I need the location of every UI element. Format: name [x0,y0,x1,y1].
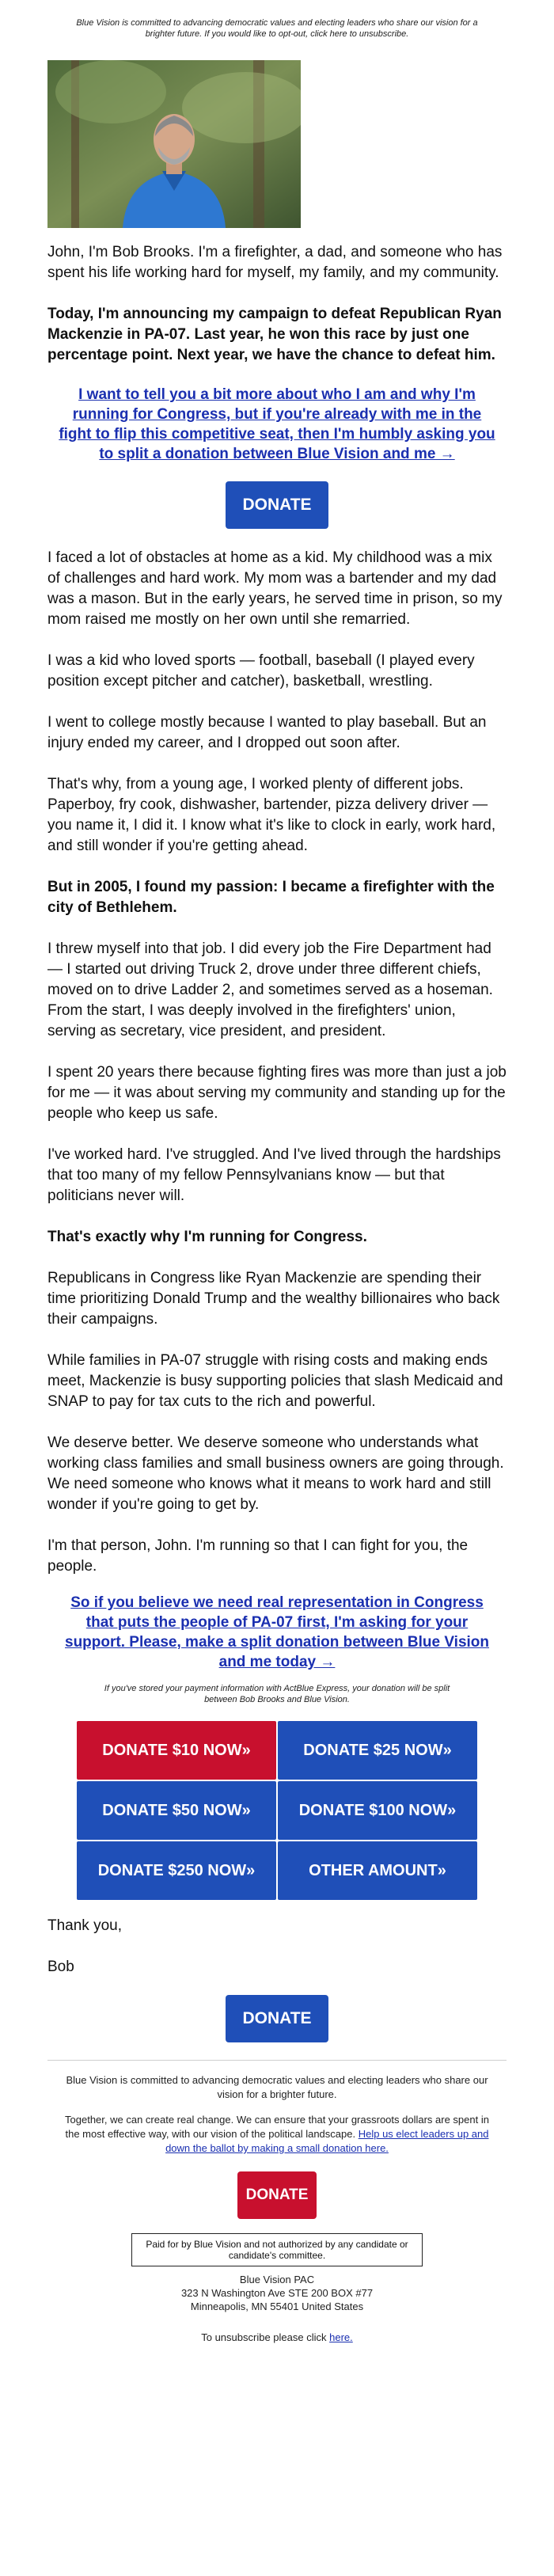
paid-for-disclaimer: Paid for by Blue Vision and not authorized by any candidate or candidate's committee. [131,2233,423,2266]
donate-button-top[interactable]: DONATE [226,481,328,529]
footer-address [47,2273,507,2313]
preheader-text: Blue Vision is committed to advancing democratic values and electing leaders who share our vision for a brighter future. If you would like to opt-out, click here to unsubscribe. [76,18,478,39]
donate-50-button[interactable]: DONATE $50 NOW» [77,1781,276,1840]
email-body [47,0,507,2345]
signature-text: Bob [47,1959,74,1975]
struggled-paragraph: I've worked hard. I've struggled. And I've lived through the hardships that too many of my fellow Pennsylvanians know — but that politicians never will. [47,1146,501,1204]
donate-250-button[interactable]: DONATE $250 NOW» [77,1841,276,1900]
deserve-better-paragraph: We deserve better. We deserve someone who understands what working class families and small business owners are going through. We need someone who knows what it means to work hard and still wonder if you're going to get by. [47,1434,504,1513]
families-paragraph: While families in PA-07 struggle with rising costs and making ends meet, Mackenzie is busy supporting policies that slash Medicaid and SNAP to pay for tax cuts to the rich and powerful. [47,1352,503,1410]
split-donation-link-2[interactable]: So if you believe we need real representation in Congress that puts the people of PA-07 first, I'm asking for your support. Please, make a split donation between Blue Vision and me today → [65,1594,489,1670]
address-line-1: 323 N Washington Ave STE 200 BOX #77 [180,2287,374,2299]
announcement-paragraph: Today, I'm announcing my campaign to defeat Republican Ryan Mackenzie in PA-07. Last year, he won this race by just one percentage point. Next year, we have the chance to defeat him. [47,306,502,363]
donate-25-button[interactable]: DONATE $25 NOW» [278,1721,477,1780]
college-paragraph: I went to college mostly because I wanted to play baseball. But an injury ended my career, and I dropped out soon after. [47,714,487,751]
unsubscribe-link[interactable]: here. [329,2331,353,2343]
address-line-2: Minneapolis, MN 55401 United States [190,2301,364,2312]
footer-together [47,2113,507,2156]
donate-button-footer[interactable]: DONATE [237,2171,317,2219]
firefighter-job-paragraph: I threw myself into that job. I did every job the Fire Department had — I started out driving Truck 2, drove under three different chiefs, moved on to drive Ladder 2, and sometimes served as a hoseman. From the start, I was deeply involved in the firefighters' union, serving as secretary, vice president, and president. [47,940,493,1039]
org-name: Blue Vision PAC [239,2274,315,2285]
republicans-paragraph: Republicans in Congress like Ryan Mackenzie are spending their time prioritizing Donald Trump and the wealthy billionaires who back their campaigns. [47,1270,500,1328]
donate-10-button[interactable]: DONATE $10 NOW» [77,1721,276,1780]
footer-divider [47,2060,507,2061]
donate-button-bottom[interactable]: DONATE [226,1995,328,2042]
footer-donate-link[interactable]: Help us elect leaders up and down the ballot by making a small donation here. [165,2128,489,2154]
twenty-years-paragraph: I spent 20 years there because fighting fires was more than just a job for me — it was about serving my community and standing up for the people who keep us safe. [47,1064,507,1122]
split-donation-link-1[interactable]: I want to tell you a bit more about who I am and why I'm running for Congress, but if you're already with me in the fight to flip this competitive seat, then I'm humbly asking you to split a donation between Blue Vision and me → [59,386,495,462]
footer-together-text: Together, we can create real change. We can ensure that your grassroots dollars are spent in the most effective way, with our vision of the political landscape. [65,2114,489,2140]
unsubscribe-text: To unsubscribe please click [201,2331,327,2343]
sports-paragraph: I was a kid who loved sports — football, baseball (I played every position except pitcher and catcher), basketball, wrestling. [47,652,475,690]
actblue-note: If you've stored your payment information with ActBlue Express, your donation will be split between Bob Brooks and Blue Vision. [104,1684,450,1704]
candidate-photo [47,60,301,228]
signoff-text: Thank you, [47,1917,122,1934]
intro-paragraph: John, I'm Bob Brooks. I'm a firefighter, a dad, and someone who has spent his life working hard for myself, my family, and my community. [47,244,503,281]
childhood-paragraph: I faced a lot of obstacles at home as a kid. My childhood was a mix of challenges and hard work. My mom was a bartender and my dad was a mason. But in the early years, he served time in prison, so my mom raised me mostly on her own until she remarried. [47,549,503,628]
footer-mission: Blue Vision is committed to advancing democratic values and electing leaders who share our vision for a brighter future. [66,2074,488,2100]
unsubscribe-line [47,2331,507,2345]
running-paragraph: That's exactly why I'm running for Congress. [47,1229,367,1245]
passion-paragraph: But in 2005, I found my passion: I became a firefighter with the city of Bethlehem. [47,879,495,916]
jobs-paragraph: That's why, from a young age, I worked plenty of different jobs. Paperboy, fry cook, dishwasher, bartender, pizza delivery driver — you name it, I did it. I know what it's like to clock in early, work hard, and still wonder if you're getting ahead. [47,776,496,854]
donation-amount-grid [77,1721,477,1900]
other-amount-button[interactable]: OTHER AMOUNT» [278,1841,477,1900]
that-person-paragraph: I'm that person, John. I'm running so that I can fight for you, the people. [47,1537,469,1575]
donate-100-button[interactable]: DONATE $100 NOW» [278,1781,477,1840]
